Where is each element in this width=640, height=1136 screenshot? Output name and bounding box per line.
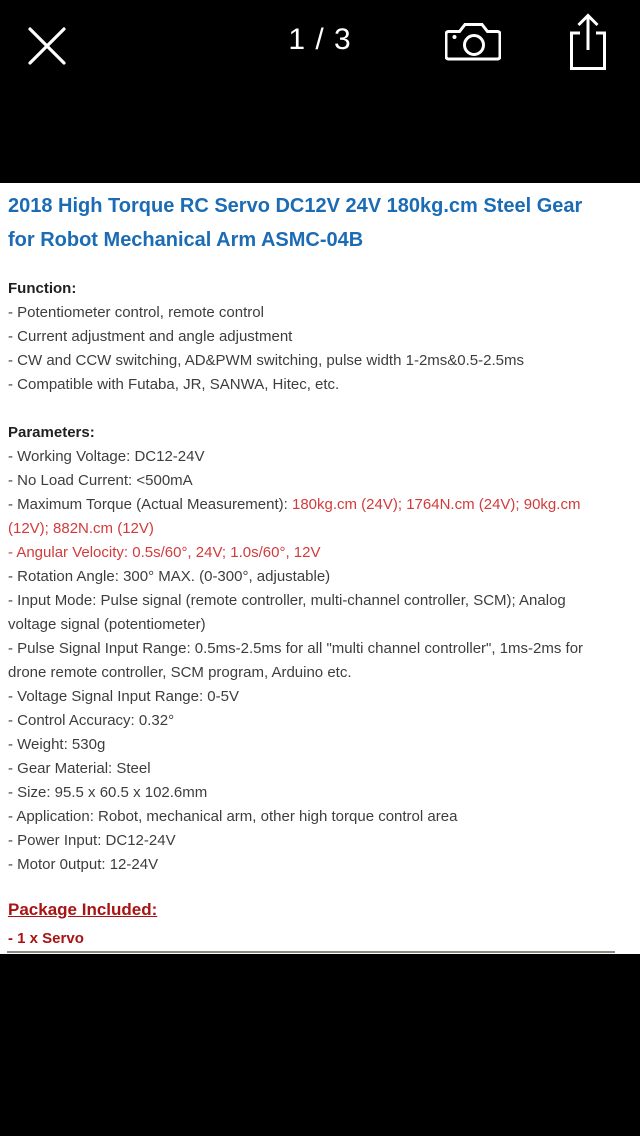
page-indicator: 1 / 3 [288, 23, 352, 56]
parameters-heading: Parameters: [8, 424, 95, 441]
parameter-item: - Rotation Angle: 300° MAX. (0-300°, adjustable) [8, 568, 331, 585]
parameter-item: - Motor 0utput: 12-24V [8, 856, 159, 873]
package-item: - 1 x Servo [8, 930, 84, 947]
function-heading: Function: [8, 280, 77, 297]
parameter-item: - Power Input: DC12-24V [8, 832, 176, 849]
image-viewer-topbar [0, 0, 640, 183]
parameter-item: - Size: 95.5 x 60.5 x 102.6mm [8, 784, 208, 801]
parameter-item: - Weight: 530g [8, 736, 106, 753]
parameter-item: - Working Voltage: DC12-24V [8, 448, 205, 465]
document-bottom-border [7, 951, 615, 953]
share-button[interactable] [562, 10, 614, 76]
function-item: - Potentiometer control, remote control [8, 304, 264, 321]
function-list [8, 301, 614, 397]
share-icon [567, 60, 609, 75]
parameters-list [8, 445, 614, 877]
function-item: - CW and CCW switching, AD&PWM switching, pulse width 1-2ms&0.5-2.5ms [8, 352, 524, 369]
parameter-item: - Input Mode: Pulse signal (remote controller, multi-channel controller, SCM); Analog voltage signal (potentiometer) [8, 592, 566, 633]
parameter-item: - Pulse Signal Input Range: 0.5ms-2.5ms for all "multi channel controller", 1ms-2ms for drone remote controller, SCM program, Arduino etc. [8, 640, 584, 681]
camera-icon [445, 51, 501, 66]
viewer-bottom-band [0, 954, 640, 1136]
document-image-page[interactable] [0, 183, 640, 954]
package-included-heading: Package Included: [8, 900, 158, 919]
parameter-item: - Gear Material: Steel [8, 760, 151, 777]
product-title: 2018 High Torque RC Servo DC12V 24V 180kg.cm Steel Gear for Robot Mechanical Arm ASMC-04B [8, 195, 583, 251]
function-item: - Compatible with Futaba, JR, SANWA, Hitec, etc. [8, 376, 340, 393]
parameter-item: - Maximum Torque (Actual Measurement): 180kg.cm (24V); 1764N.cm (24V); 90kg.cm (12V); 882N.cm (12V) [8, 496, 581, 537]
camera-button[interactable] [440, 16, 506, 70]
parameter-item: - Control Accuracy: 0.32° [8, 712, 175, 729]
parameter-item: - Voltage Signal Input Range: 0-5V [8, 688, 239, 705]
parameter-item: - Application: Robot, mechanical arm, other high torque control area [8, 808, 458, 825]
package-list [8, 929, 614, 948]
parameter-item: - No Load Current: <500mA [8, 472, 193, 489]
parameter-item: - Angular Velocity: 0.5s/60°, 24V; 1.0s/60°, 12V [8, 544, 321, 561]
function-item: - Current adjustment and angle adjustment [8, 328, 293, 345]
